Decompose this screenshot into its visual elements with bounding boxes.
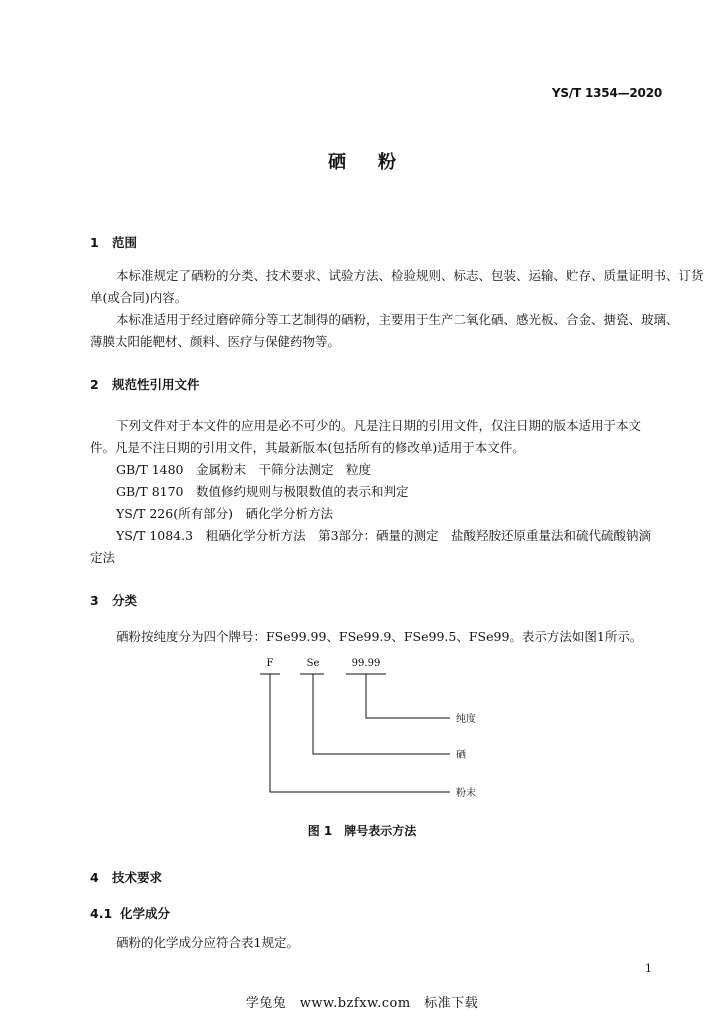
- label-selenium: 硒: [456, 750, 466, 761]
- leader-se: [313, 674, 450, 754]
- section-number: 4: [90, 870, 99, 885]
- section-title: 技术要求: [112, 870, 163, 885]
- reference-item: GB/T 1480 金属粉末 干筛分法测定 粒度: [116, 462, 372, 477]
- reference-item: YS/T 226(所有部分) 硒化学分析方法: [116, 506, 333, 521]
- scope-paragraph-1-line-2: 单(或合同)内容。: [90, 290, 188, 305]
- leader-purity: [366, 674, 450, 718]
- section-number: 3: [90, 593, 99, 608]
- scope-paragraph-2-line-1: 本标准适用于经过磨碎筛分等工艺制得的硒粉，主要用于生产二氧化硒、感光板、合金、搪瓷、玻璃、: [116, 312, 679, 327]
- figure-code-f: F: [266, 658, 274, 669]
- chemical-composition-paragraph: 硒粉的化学成分应符合表1规定。: [116, 935, 299, 950]
- figure-caption: 图 1 牌号表示方法: [307, 824, 417, 838]
- reference-item: YS/T 1084.3 粗硒化学分析方法 第3部分：硒量的测定 盐酸羟胺还原重量法和硫代硫酸钠滴: [116, 528, 652, 543]
- figure-code-se: Se: [306, 658, 320, 669]
- label-purity: 纯度: [456, 714, 476, 725]
- section-number: 4.1: [90, 906, 113, 921]
- standard-code: YS/T 1354—2020: [551, 86, 662, 100]
- classification-paragraph: 硒粉按纯度分为四个牌号：FSe99.99、FSe99.9、FSe99.5、FSe99。表示方法如图1所示。: [116, 629, 643, 644]
- scope-paragraph-2-line-2: 薄膜太阳能靶材、颜料、医疗与保健药物等。: [90, 334, 341, 349]
- section-title: 范围: [112, 235, 138, 250]
- section-4-1-heading: [90, 904, 170, 922]
- section-title: 化学成分: [120, 906, 171, 921]
- section-2-heading: [90, 375, 200, 393]
- references-intro-line-2: 件。凡是不注日期的引用文件，其最新版本(包括所有的修改单)适用于本文件。: [90, 440, 525, 455]
- grade-designation-diagram: [258, 654, 498, 804]
- section-4-heading: [90, 868, 162, 886]
- scope-paragraph-1-line-1: 本标准规定了硒粉的分类、技术要求、试验方法、检验规则、标志、包装、运输、贮存、质量证明书、订货: [116, 268, 704, 283]
- figure-code-purity: 99.99: [351, 658, 381, 669]
- section-number: 1: [90, 235, 99, 250]
- section-title: 分类: [112, 593, 138, 608]
- page-number: 1: [645, 962, 652, 975]
- references-intro-line-1: 下列文件对于本文件的应用是必不可少的。凡是注日期的引用文件，仅注日期的版本适用于本文: [116, 418, 642, 433]
- reference-item: GB/T 8170 数值修约规则与极限数值的表示和判定: [116, 484, 409, 499]
- reference-item-continuation: 定法: [90, 550, 116, 565]
- leader-powder: [270, 674, 450, 792]
- footer-watermark: 学兔兔 www.bzfxw.com 标准下载: [245, 996, 479, 1011]
- section-title: 规范性引用文件: [112, 377, 200, 392]
- page-title: 硒粉: [328, 152, 428, 173]
- section-1-heading: [90, 233, 137, 251]
- label-powder: 粉末: [456, 788, 476, 799]
- section-number: 2: [90, 377, 99, 392]
- section-3-heading: [90, 591, 137, 609]
